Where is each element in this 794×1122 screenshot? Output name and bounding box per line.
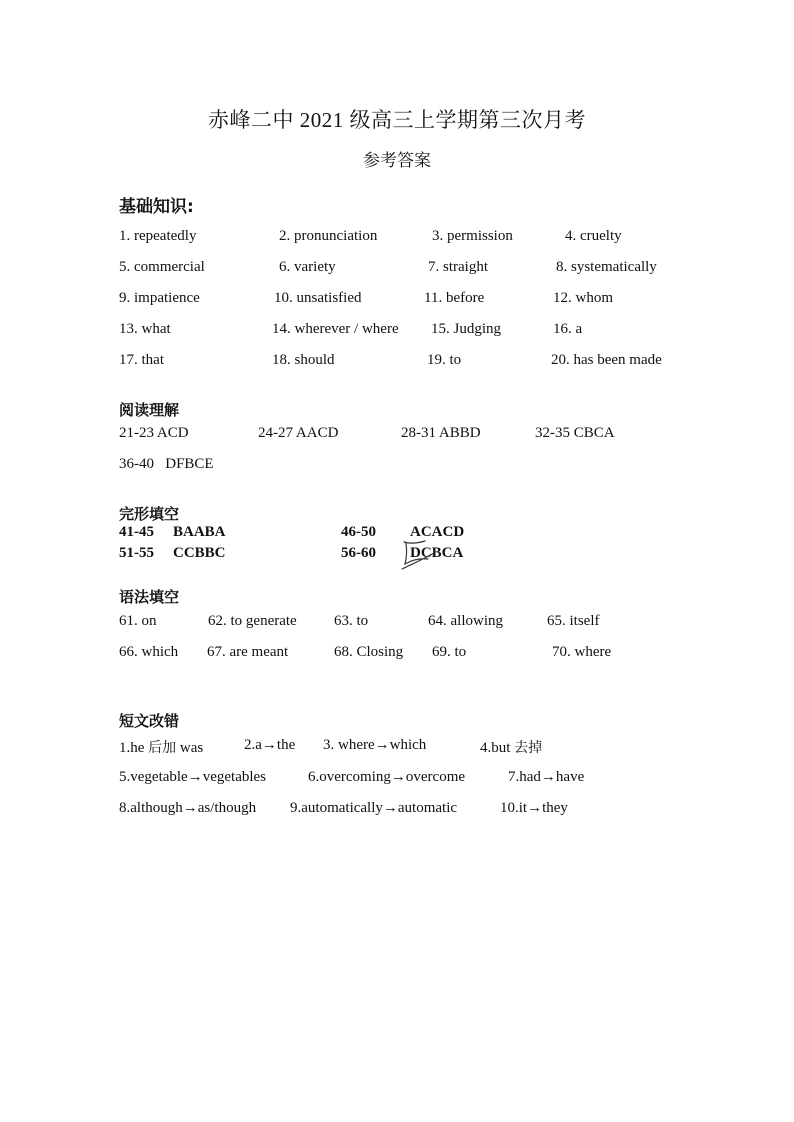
cloze-range: 46-50: [341, 524, 376, 540]
cloze-answer: ACACD: [410, 524, 465, 540]
section-heading-cloze: 完形填空: [119, 505, 180, 523]
correction-item: 1.he 后加 was: [119, 740, 204, 756]
answer-item: 28-31 ABBD: [401, 425, 481, 441]
answer-item: 17. that: [119, 352, 164, 368]
correction-item: 3. where→which: [323, 737, 427, 753]
answer-item: 16. a: [553, 321, 583, 337]
handwritten-mark: [398, 538, 438, 572]
correction-item: 10.it→they: [500, 800, 568, 816]
correction-item: 5.vegetable→vegetables: [119, 769, 267, 785]
answer-item: 64. allowing: [428, 613, 503, 629]
answer-item: 5. commercial: [119, 259, 205, 275]
cloze-range: 56-60: [341, 545, 376, 561]
correction-item: 2.a→the: [244, 737, 296, 753]
cloze-range: 51-55: [119, 545, 154, 561]
section-heading-grammar: 语法填空: [119, 588, 180, 606]
cloze-range: 41-45: [119, 524, 154, 540]
answer-item: 13. what: [119, 321, 171, 337]
correction-item: 6.overcoming→overcome: [308, 769, 466, 785]
answer-item: 1. repeatedly: [119, 228, 197, 244]
answer-item: 11. before: [424, 290, 485, 306]
answer-item: 2. pronunciation: [279, 228, 378, 244]
answer-item: 62. to generate: [208, 613, 297, 629]
answer-item: 3. permission: [432, 228, 513, 244]
answer-item: 65. itself: [547, 613, 600, 629]
answer-item: 36-40 DFBCE: [119, 456, 214, 472]
page-subtitle: 参考答案: [363, 151, 431, 170]
correction-item: 4.but 去掉: [480, 740, 543, 756]
correction-item: 9.automatically→automatic: [290, 800, 458, 816]
answer-item: 4. cruelty: [565, 228, 622, 244]
answer-item: 70. where: [552, 644, 612, 660]
section-heading-basic: 基础知识:: [119, 197, 194, 217]
correction-item: 8.although→as/though: [119, 800, 257, 816]
answer-item: 6. variety: [279, 259, 336, 275]
cloze-answer: CCBBC: [173, 545, 226, 561]
correction-item: 7.had→have: [508, 769, 585, 785]
answer-item: 8. systematically: [556, 259, 657, 275]
answer-item: 63. to: [334, 613, 369, 629]
answer-item: 20. has been made: [551, 352, 662, 368]
answer-item: 10. unsatisfied: [274, 290, 362, 306]
answer-item: 21-23 ACD: [119, 425, 189, 441]
answer-item: 32-35 CBCA: [535, 425, 615, 441]
answer-item: 67. are meant: [207, 644, 289, 660]
answer-item: 69. to: [432, 644, 467, 660]
section-heading-correction: 短文改错: [119, 712, 180, 730]
answer-item: 61. on: [119, 613, 157, 629]
answer-item: 14. wherever / where: [272, 321, 399, 337]
cloze-answer: DCBCA: [410, 545, 464, 561]
page-title: 赤峰二中 2021 级高三上学期第三次月考: [208, 108, 586, 132]
answer-item: 66. which: [119, 644, 179, 660]
answer-item: 9. impatience: [119, 290, 200, 306]
section-heading-reading: 阅读理解: [119, 401, 180, 419]
answer-item: 18. should: [272, 352, 335, 368]
answer-item: 19. to: [427, 352, 462, 368]
answer-item: 68. Closing: [334, 644, 404, 660]
answer-item: 7. straight: [428, 259, 488, 275]
answer-item: 12. whom: [553, 290, 613, 306]
cloze-answer: BAABA: [173, 524, 226, 540]
answer-item: 15. Judging: [431, 321, 502, 337]
answer-item: 24-27 AACD: [258, 425, 339, 441]
